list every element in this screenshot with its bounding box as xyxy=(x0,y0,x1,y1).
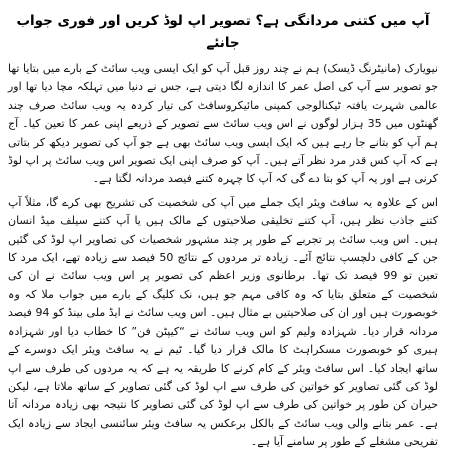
article-title: آپ میں کتنی مردانگی ہے؟ تصویر اپ لوڈ کریں اور فوری جواب جانئے xyxy=(16,13,430,51)
article-paragraph-1: نیویارک (مانیٹرنگ ڈیسک) ہم نے چند روز قبل آپ کو ایک ایسی ویب سائٹ کے بارے میں بتایا تھا جو تصویر سے آپ کی اصل عمر کا اندازہ لگا دیتی ہے، جس نے دنیا میں تہلکہ مچا دیا تھا اور عالمی شہرت یافتہ ٹیکنالوجی کمپنی مائیکروسافٹ کی تیار کردہ یہ ویب سائٹ صرف چند گھنٹوں میں 35 ہزار لوگوں نے اس ویب سائٹ سے تصویر کے ذریعے اپنی عمر کا تعین کیا۔ آج ہم آپ کو بتانے جا رہے ہیں کہ ایک ایسی ویب سائٹ بھی ہے جو آپ کی تصویر دیکھ کر بتاتی ہے کہ آپ کس قدر مرد نظر آتے ہیں۔ آپ کو صرف اپنی ایک تصویر اس ویب سائٹ پر اپ لوڈ کرنی ہے اور یہ آپ کو بتا دے گی کہ آپ کا چہرہ کتنے فیصد مردانہ لگتا ہے۔ xyxy=(8,62,438,186)
article-paragraph-2: اس کے علاوہ یہ سافٹ ویئر ایک جملے میں آپ کی شخصیت کی تشریح بھی کرے گا، مثلاً آپ کتنے جاذب نظر ہیں، آپ کتنے تخلیقی صلاحیتوں کے مالک ہیں یا آپ کتنے سیلف میڈ انسان ہیں۔ اس ویب سائٹ پر تجربے کے طور پر چند مشہور شخصیات کی تصاویر اپ لوڈ کی گئیں جن کے کافی دلچسپ نتائج آئے۔ زیادہ تر مردوں کے نتائج 50 فیصد سے زیادہ تھے، ایک مرد کا تعین تو 99 فیصد تک تھا۔ برطانوی وزیر اعظم کی تصویر پر اس ویب سائٹ نے ان کی شخصیت کے متعلق بتایا کہ وہ کافی مہم جو ہیں، نک کلیگ کے بارے میں جواب ملا کہ وہ خوبصورت ہیں اور ان کی صلاحیتیں بے مثال ہیں۔ اس ویب سائٹ نے ایڈ ملی بینڈ کو 94 فیصد مردانہ قرار دیا۔ شہزادہ ولیم کو اس ویب سائٹ نے “کیپٹن فن” کا خطاب دیا اور شہزادہ ہیری کو خوبصورت مسکراہٹ کا مالک قرار دیا گیا۔ ٹیم نے یہ سافٹ ویئر ایک دوسرے کے ساتھ ایجاد کیا۔ اس سافٹ ویئر کے کام کرنے کا طریقہ یہ ہے کہ یہ مردوں کی طرف سے اپ لوڈ کی گئی تصاویر کو خواتین کی طرف سے اپ لوڈ کی گئی تصاویر کے ساتھ ملاتا ہے، لیکن حیران کن طور پر خواتین کی طرف سے اپ لوڈ کی گئی تصاویر کا نتیجہ بھی زیادہ مردانہ آتا ہے۔ عمر بتانے والی ویب سائٹ کے بالکل برعکس یہ سافٹ ویئر سائنسی ایجاد سے زیادہ ایک تفریحی مشغلے کے طور پر سامنے آیا ہے۔ xyxy=(8,195,438,449)
